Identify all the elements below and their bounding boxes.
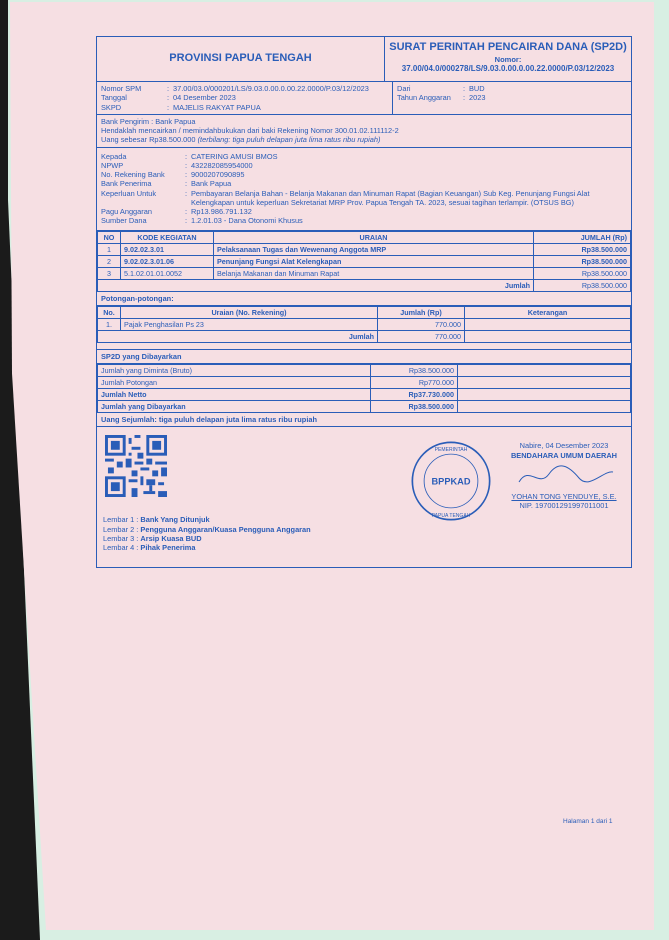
dibayarkan-title: SP2D yang Dibayarkan	[97, 349, 631, 364]
svg-text:BPPKAD: BPPKAD	[431, 476, 471, 487]
table-row: 3 5.1.02.01.01.0052 Belanja Makanan dan Minuman Rapat Rp38.500.000	[98, 267, 631, 279]
lembar-list	[103, 515, 311, 552]
info-right	[393, 82, 631, 114]
kegiatan-total-row: Jumlah Rp38.500.000	[98, 279, 631, 291]
info-dari: Dari : BUD	[397, 84, 485, 93]
sp2d-document	[96, 36, 632, 568]
table-row: Jumlah Netto Rp37.730.000	[98, 389, 631, 401]
kepada-row: Kepada : CATERING AMUSI BMOS	[101, 151, 278, 161]
official-stamp-icon	[409, 439, 493, 523]
info-left	[97, 82, 393, 114]
signature-block	[501, 441, 627, 510]
place-date: Nabire, 04 Desember 2023	[519, 441, 609, 451]
province-title: PROVINSI PAPUA TENGAH	[97, 37, 385, 81]
kepada-section	[97, 148, 631, 231]
svg-text:PEMERINTAH: PEMERINTAH	[434, 447, 468, 454]
signer-nip: NIP. 197001291997011001	[519, 501, 609, 511]
npwp-row: NPWP : 432282085954000	[101, 160, 253, 170]
signer-name: YOHAN TONG YENDUYE, S.E.	[511, 492, 617, 501]
pagu-row: Pagu Anggaran : Rp13.986.791.132	[101, 207, 252, 216]
doc-title-block	[385, 37, 631, 81]
bank-instruction: Hendaklah mencairkan / memindahbukukan dari baki Rekening Nomor 300.01.02.111112-2	[101, 126, 399, 135]
uang-sejumlah: Uang Sejumlah: tiga puluh delapan juta lima ratus ribu rupiah	[97, 413, 631, 427]
page-number: Halaman 1 dari 1	[563, 818, 613, 825]
rekening-row: No. Rekening Bank : 9000207090895	[101, 170, 245, 179]
kegiatan-table	[97, 231, 631, 292]
bank-penerima-row: Bank Penerima : Bank Papua	[101, 179, 232, 189]
potongan-total-row: Jumlah 770.000	[98, 330, 631, 342]
dibayarkan-table	[97, 364, 631, 413]
table-row: 2 9.02.02.3.01.06 Penunjang Fungsi Alat Kelengkapan Rp38.500.000	[98, 255, 631, 267]
bank-amount: Uang sebesar Rp38.500.000 (terbilang: tiga puluh delapan juta lima ratus ribu rupiah)	[101, 135, 381, 145]
doc-header	[97, 37, 631, 82]
qr-code-icon	[105, 435, 167, 497]
table-row: Jumlah yang Diminta (Bruto) Rp38.500.000	[98, 365, 631, 377]
signer-role: BENDAHARA UMUM DAERAH	[510, 450, 618, 460]
table-row: 1 9.02.02.3.01 Pelaksanaan Tugas dan Wewenang Anggota MRP Rp38.500.000	[98, 243, 631, 255]
keperluan-row: Keperluan Untuk : Pembayaran Belanja Bahan - Belanja Makanan dan Minuman Rapat (Bagian Keuangan) Sub Keg. Penunjang Fungsi Alat Kelengkapan untuk keperluan Sekretariat MRP Prov. Papua Tengah TA. 2023, sesuai tagihan terlampir. (OTSUS BG)	[101, 188, 590, 207]
list-item: Lembar 1 : Bank Yang Ditunjuk	[103, 515, 210, 525]
signature-scribble-icon	[509, 460, 619, 490]
table-row: 1. Pajak Penghasilan Ps 23 770.000	[98, 318, 631, 330]
potongan-header: No. Uraian (No. Rekening) Jumlah (Rp) Keterangan	[98, 306, 631, 318]
table-row: Jumlah yang Dibayarkan Rp38.500.000	[98, 401, 631, 413]
info-nomor-spm: Nomor SPM : 37.00/03.0/000201/LS/9.03.0.00.0.00.22.0000/P.03/12/2023	[101, 84, 369, 93]
bank-pengirim: Bank Pengirim : Bank Papua	[101, 116, 196, 126]
list-item: Lembar 2 : Pengguna Anggaran/Kuasa Pengguna Anggaran	[103, 524, 311, 534]
info-skpd: SKPD : MAJELIS RAKYAT PAPUA	[101, 102, 261, 112]
table-row: Jumlah Potongan Rp770.000	[98, 377, 631, 389]
info-section	[97, 82, 631, 115]
nomor-label: Nomor:	[494, 54, 522, 64]
kegiatan-header: NO KODE KEGIATAN URAIAN JUMLAH (Rp)	[98, 231, 631, 243]
list-item: Lembar 3 : Arsip Kuasa BUD	[103, 533, 202, 543]
info-tanggal: Tanggal : 04 Desember 2023	[101, 93, 236, 103]
potongan-title: Potongan-potongan:	[97, 292, 631, 306]
nomor-value: 37.00/04.0/000278/LS/9.03.0.00.0.00.22.0000/P.03/12/2023	[401, 64, 615, 74]
bank-section	[97, 115, 631, 148]
list-item: Lembar 4 : Pihak Penerima	[103, 543, 196, 552]
sumber-dana-row: Sumber Dana : 1.2.01.03 - Dana Otonomi Khusus	[101, 216, 303, 226]
doc-title: SURAT PERINTAH PENCAIRAN DANA (SP2D)	[389, 41, 627, 53]
info-tahun: Tahun Anggaran : 2023	[397, 93, 486, 103]
potongan-table	[97, 306, 631, 343]
svg-text:PAPUA TENGAH: PAPUA TENGAH	[431, 513, 471, 520]
footer-area	[97, 427, 631, 567]
